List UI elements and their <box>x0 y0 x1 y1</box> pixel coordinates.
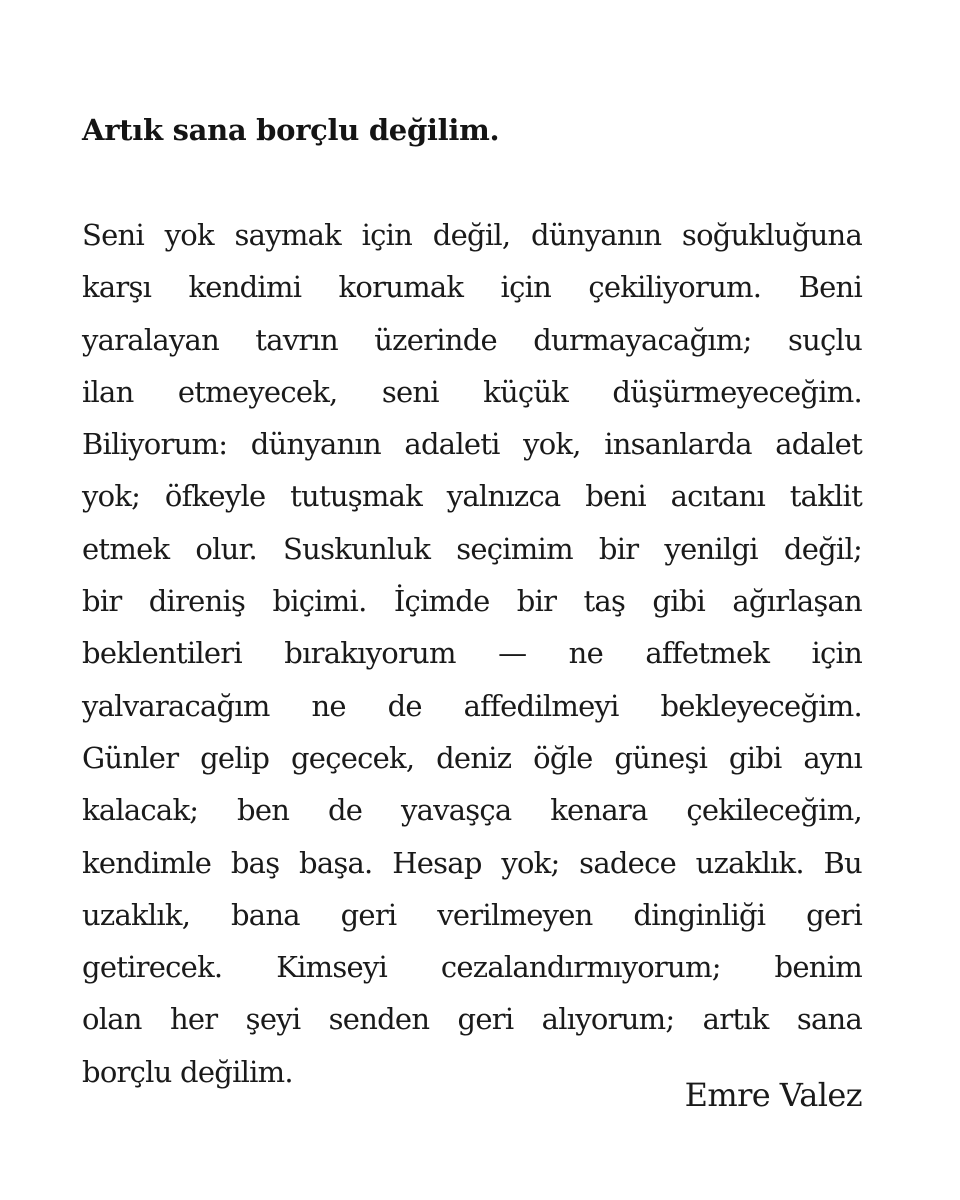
text-line: ilan etmeyecek, seni küçük düşürmeyeceğim. <box>82 374 862 409</box>
text-line: Günler gelip geçecek, deniz öğle güneşi gibi aynı <box>82 740 862 775</box>
text-line: uzaklık, bana geri verilmeyen dinginliği geri <box>82 897 862 932</box>
text-line: bir direniş biçimi. İçimde bir taş gibi ağırlaşan <box>82 584 862 619</box>
page-title: Artık sana borçlu değilim. <box>82 113 500 147</box>
text-line: olan her şeyi senden geri alıyorum; artık sana <box>82 1002 862 1037</box>
text-line: kalacak; ben de yavaşça kenara çekileceğim, <box>82 793 862 828</box>
text-line: borçlu değilim. <box>82 1054 293 1089</box>
text-line: etmek olur. Suskunluk seçimim bir yenilgi değil; <box>82 531 862 566</box>
text-line: Biliyorum: dünyanın adaleti yok, insanlarda adalet <box>82 427 862 462</box>
body-paragraph <box>82 209 862 1098</box>
author-signature: Emre Valez <box>684 1076 862 1114</box>
text-line: beklentileri bırakıyorum — ne affetmek için <box>82 636 862 671</box>
text-line: yaralayan tavrın üzerinde durmayacağım; suçlu <box>82 322 862 357</box>
text-line: getirecek. Kimseyi cezalandırmıyorum; benim <box>82 950 862 985</box>
text-line: Seni yok saymak için değil, dünyanın soğukluğuna <box>82 218 862 252</box>
text-line: kendimle baş başa. Hesap yok; sadece uzaklık. Bu <box>82 845 862 880</box>
text-page <box>82 0 862 1200</box>
text-line: yok; öfkeyle tutuşmak yalnızca beni acıtanı taklit <box>82 479 862 514</box>
text-line: karşı kendimi korumak için çekiliyorum. Beni <box>82 270 862 305</box>
text-line: yalvaracağım ne de affedilmeyi bekleyeceğim. <box>82 688 862 723</box>
